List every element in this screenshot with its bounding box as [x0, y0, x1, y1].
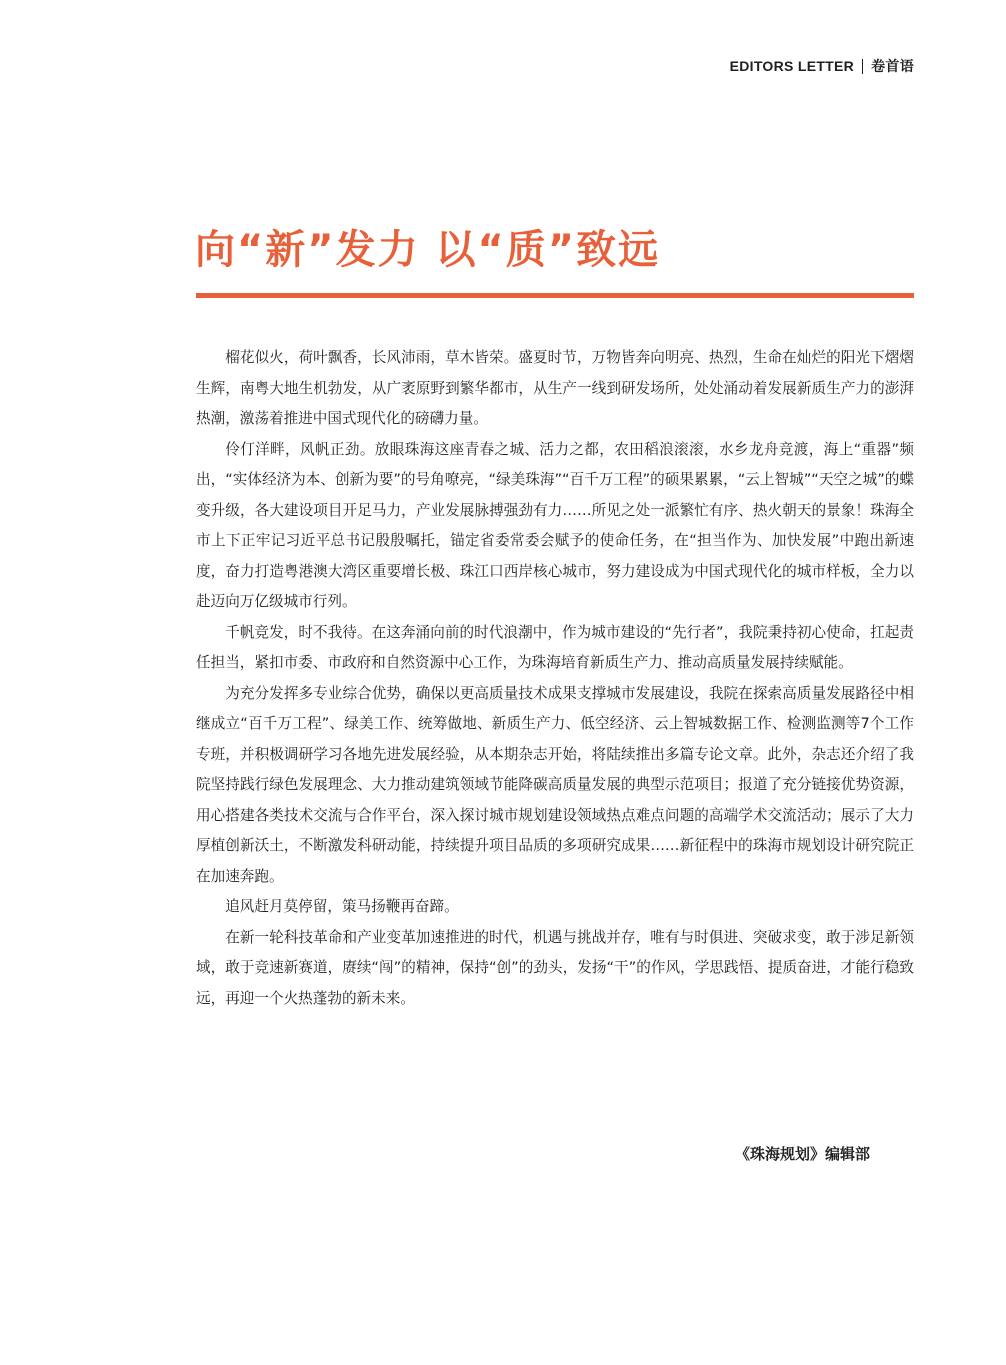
header-divider: [862, 59, 863, 74]
paragraph: 千帆竞发，时不我待。在这奔涌向前的时代浪潮中，作为城市建设的“先行者”，我院秉持初心使命，扛起责任担当，紧扣市委、市政府和自然资源中心工作，为珠海培育新质生产力、推动高质量发展持续赋能。: [196, 623, 914, 671]
paragraph: 榴花似火，荷叶飘香，长风沛雨，草木皆荣。盛夏时节，万物皆奔向明亮、热烈，生命在灿烂的阳光下熠熠生辉，南粤大地生机勃发，从广袤原野到繁华都市，从生产一线到研发场所，处处涌动着发展新质生产力的澎湃热潮，激荡着推进中国式现代化的磅礴力量。: [196, 349, 914, 427]
running-header: [730, 56, 914, 76]
title-underline: [196, 293, 914, 298]
article-body: [196, 343, 914, 1014]
section-label-zh: 卷首语: [871, 58, 914, 74]
paragraph: 为充分发挥多专业综合优势，确保以更高质量技术成果支撑城市发展建设，我院在探索高质量发展路径中相继成立“百千万工程”、绿美工作、统筹做地、新质生产力、低空经济、云上智城数据工作、检测监测等7个工作专班，并积极调研学习各地先进发展经验，从本期杂志开始，将陆续推出多篇专论文章。此外，杂志还介绍了我院坚持践行绿色发展理念、大力推动建筑领域节能降碳高质量发展的典型示范项目；报道了充分链接优势资源，用心搭建各类技术交流与合作平台，深入探讨城市规划建设领域热点难点问题的高端学术交流活动；展示了大力厚植创新沃土，不断激发科研动能，持续提升项目品质的多项研究成果……新征程中的珠海市规划设计研究院正在加速奔跑。: [196, 684, 914, 885]
section-label-en: EDITORS LETTER: [729, 58, 855, 74]
paragraph: 伶仃洋畔，风帆正劲。放眼珠海这座青春之城、活力之都，农田稻浪滚滚，水乡龙舟竞渡，海上“重器”频出，“实体经济为本、创新为要”的号角嘹亮，“绿美珠海”“百千万工程”的硕果累累，“云上智城”“天空之城”的蝶变升级，各大建设项目开足马力，产业发展脉搏强劲有力……所见之处一派繁忙有序、热火朝天的景象！珠海全市上下正牢记习近平总书记殷殷嘱托，锚定省委常委会赋予的使命任务，在“担当作为、加快发展”中跑出新速度，奋力打造粤港澳大湾区重要增长极、珠江口西岸核心城市，努力建设成为中国式现代化的城市样板，全力以赴迈向万亿级城市行列。: [196, 440, 914, 610]
paragraph: 在新一轮科技革命和产业变革加速推进的时代，机遇与挑战并存，唯有与时俱进、突破求变，敢于涉足新领域，敢于竞速新赛道，赓续“闯”的精神，保持“创”的劲头，发扬“干”的作风，学思践悟、提质奋进，才能行稳致远，再迎一个火热蓬勃的新未来。: [196, 928, 914, 1007]
signature: 《珠海规划》编辑部: [734, 1145, 870, 1163]
article-title: 向“新”发力 以“质”致远: [195, 227, 661, 273]
paragraph: 追风赶月莫停留，策马扬鞭再奋蹄。: [225, 898, 459, 915]
